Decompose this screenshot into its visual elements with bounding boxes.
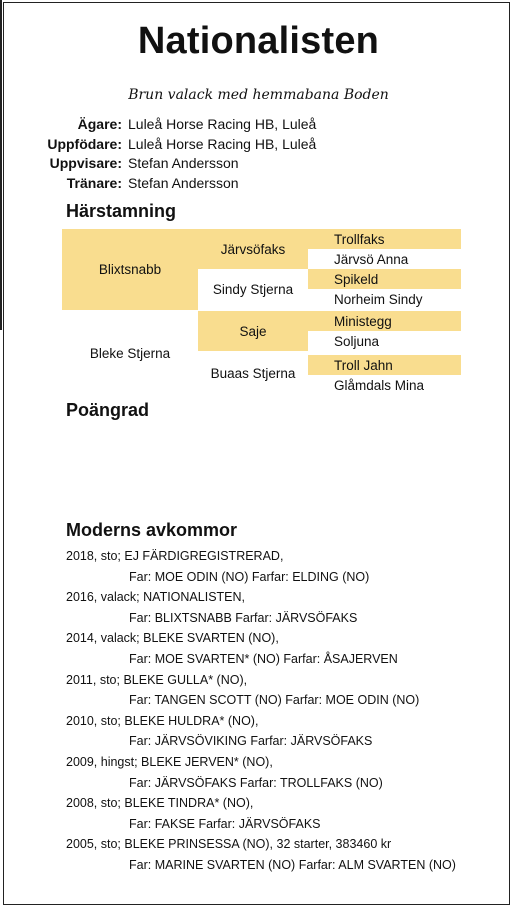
pedigree-sire-dam: Sindy Stjerna <box>212 282 294 297</box>
pedigree-g3-5: Ministegg <box>308 311 461 331</box>
horse-info <box>32 115 316 193</box>
info-value: Stefan Andersson <box>128 155 239 171</box>
pedigree-dam-dam: Buaas Stjerna <box>210 365 296 381</box>
pedigree-g3-2: Järvsö Anna <box>334 251 409 267</box>
offspring-entry: 2014, valack; BLEKE SVARTEN (NO), <box>66 631 279 646</box>
horse-subtitle: Brun valack med hemmabana Boden <box>128 87 389 103</box>
offspring-parents: Far: TANGEN SCOTT (NO) Farfar: MOE ODIN (NO) <box>129 693 420 708</box>
info-label: Tränare: <box>66 174 122 191</box>
offspring-parents: Far: JÄRVSÖFAKS Farfar: TROLLFAKS (NO) <box>129 775 383 790</box>
info-label: Uppfödare: <box>47 135 122 152</box>
offspring-parents: Far: JÄRVSÖVIKING Farfar: JÄRVSÖFAKS <box>129 734 373 749</box>
offspring-heading: Moderns avkommor <box>66 520 238 540</box>
pedigree-g3-3: Spikeld <box>308 269 461 289</box>
info-label: Ägare: <box>77 116 122 132</box>
offspring-parents: Far: BLIXTSNABB Farfar: JÄRVSÖFAKS <box>129 610 358 625</box>
offspring-entry: 2010, sto; BLEKE HULDRA* (NO), <box>66 713 259 728</box>
offspring-parents: Far: MOE SVARTEN* (NO) Farfar: ÅSAJERVEN <box>129 651 398 666</box>
pedigree-dam: Bleke Stjerna <box>89 345 171 361</box>
pedigree-sire-sire: Järvsöfaks <box>198 229 308 269</box>
info-value: Stefan Andersson <box>128 174 239 191</box>
offspring-entry: 2008, sto; BLEKE TINDRA* (NO), <box>66 796 254 811</box>
info-value: Luleå Horse Racing HB, Luleå <box>128 116 317 132</box>
pedigree-sire: Blixtsnabb <box>62 229 198 310</box>
pedigree-g3-7: Troll Jahn <box>308 355 461 375</box>
pedigree-g3-6: Soljuna <box>334 333 380 349</box>
pedigree-g3-4: Norheim Sindy <box>334 292 423 307</box>
info-row-breeder <box>32 135 316 155</box>
offspring-entry: 2011, sto; BLEKE GULLA* (NO), <box>66 672 248 687</box>
offspring-parents: Far: MOE ODIN (NO) Farfar: ELDING (NO) <box>129 569 370 584</box>
pedigree-dam-sire: Saje <box>198 311 308 351</box>
offspring-entry: 2005, sto; BLEKE PRINSESSA (NO), 32 starter, 383460 kr <box>66 837 392 852</box>
points-heading: Poängrad <box>66 400 150 420</box>
info-row-presenter <box>32 154 316 174</box>
info-label: Uppvisare: <box>49 155 122 171</box>
page-title: Nationalisten <box>137 20 380 62</box>
offspring-entry: 2009, hingst; BLEKE JERVEN* (NO), <box>66 754 273 769</box>
info-value: Luleå Horse Racing HB, Luleå <box>128 135 317 152</box>
info-row-owner <box>32 115 316 135</box>
pedigree-heading: Härstamning <box>66 201 177 221</box>
pedigree-g3-8: Glåmdals Mina <box>334 377 425 393</box>
pedigree-g3-1: Trollfaks <box>308 229 461 249</box>
offspring-list <box>66 546 506 876</box>
info-row-trainer <box>32 174 316 194</box>
offspring-entry: 2018, sto; EJ FÄRDIGREGISTRERAD, <box>66 549 284 563</box>
offspring-parents: Far: MARINE SVARTEN (NO) Farfar: ALM SVARTEN (NO) <box>129 857 456 872</box>
offspring-entry: 2016, valack; NATIONALISTEN, <box>66 590 245 605</box>
offspring-parents: Far: FAKSE Farfar: JÄRVSÖFAKS <box>129 816 321 831</box>
